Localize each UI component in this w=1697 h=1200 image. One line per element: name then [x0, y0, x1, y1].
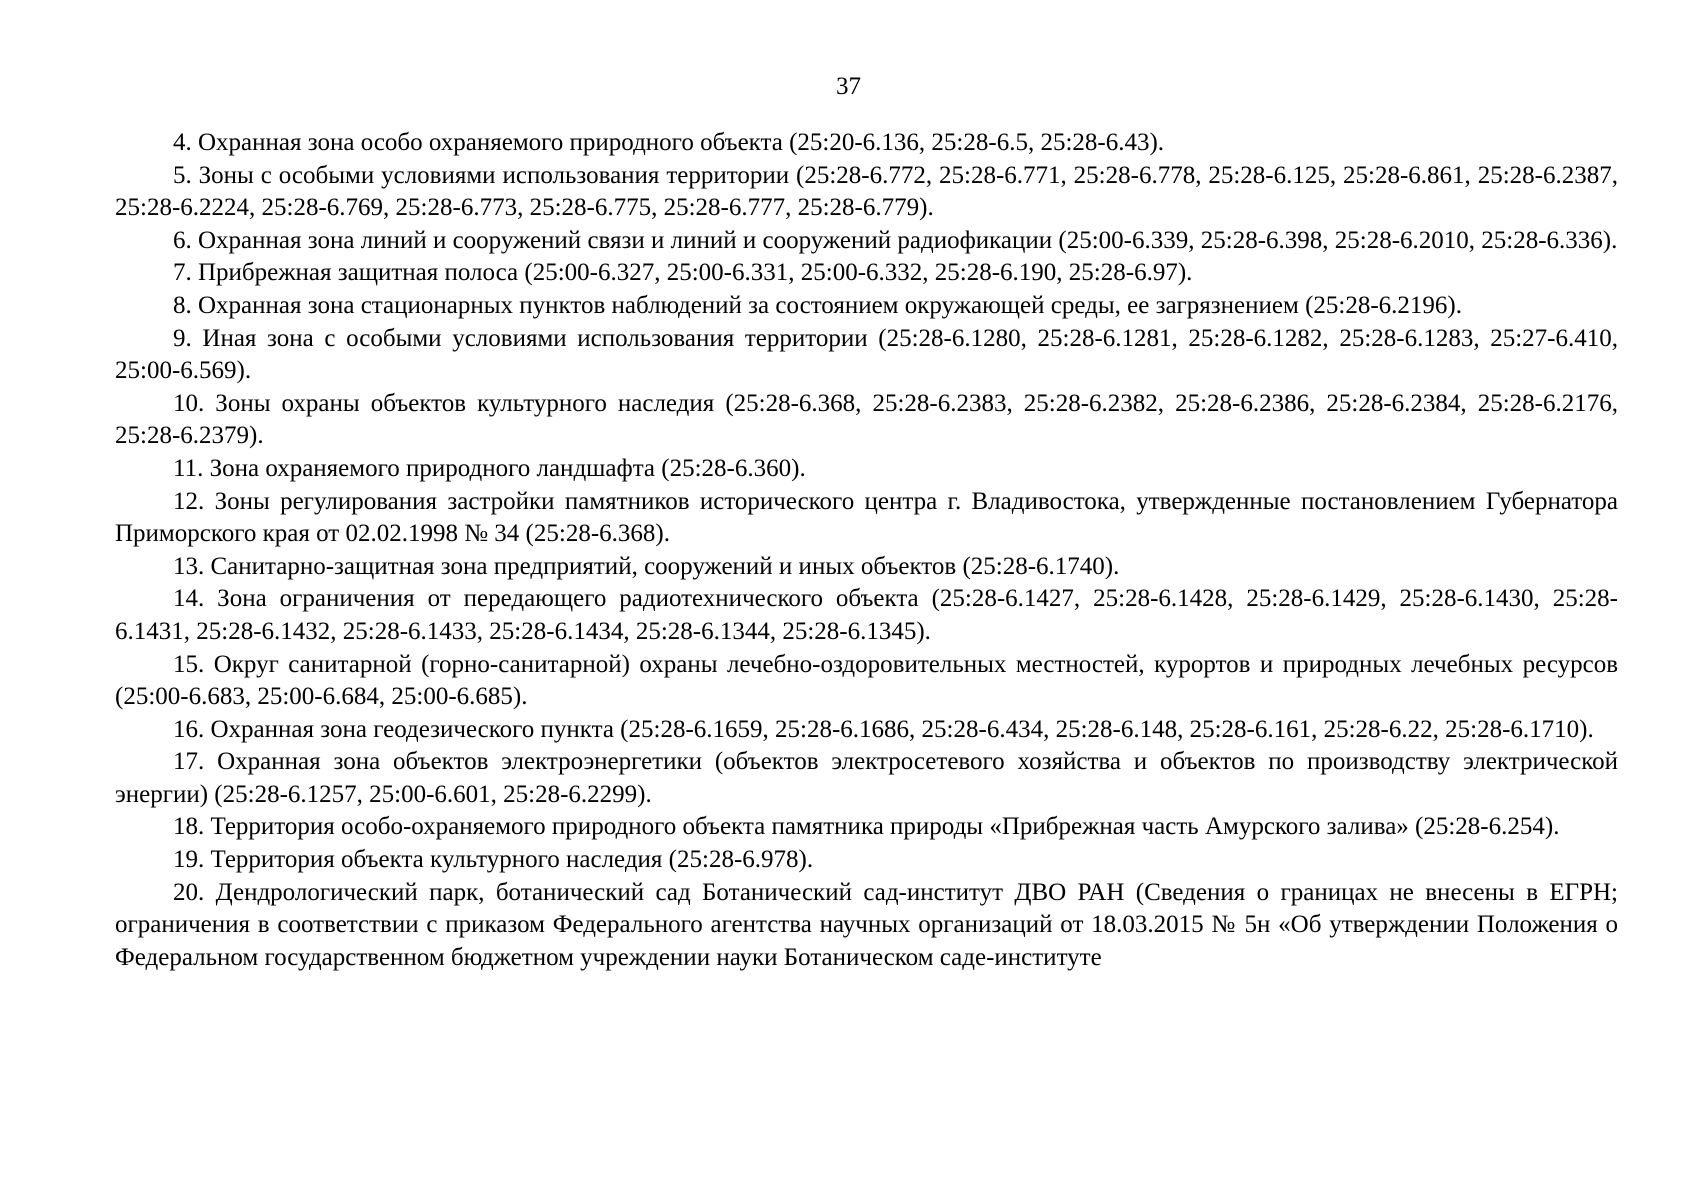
list-item-10: 10. Зоны охраны объектов культурного наследия (25:28-6.368, 25:28-6.2383, 25:28-6.2382, 25:28-6.2386, 25:28-6.2384, 25:28-6.2176, 25:28-6.2379).: [115, 389, 1618, 450]
list-item-17: 17. Охранная зона объектов электроэнергетики (объектов электросетевого хозяйства и объектов по производству электрической энергии) (25:28-6.1257, 25:00-6.601, 25:28-6.2299).: [115, 748, 1618, 808]
list-item-19: 19. Территория объекта культурного наследия (25:28-6.978).: [173, 846, 814, 874]
list-item-7: 7. Прибрежная защитная полоса (25:00-6.327, 25:00-6.331, 25:00-6.332, 25:28-6.190, 25:28-6.97).: [173, 259, 1193, 287]
list-item-18: 18. Территория особо-охраняемого природного объекта памятника природы «Прибрежная часть Амурского залива» (25:28-6.254).: [173, 813, 1560, 841]
list-item-15: 15. Округ санитарной (горно-санитарной) охраны лечебно-оздоровительных местностей, курортов и природных лечебных ресурсов (25:00-6.683, 25:00-6.684, 25:00-6.685).: [115, 650, 1618, 711]
list-item-4: 4. Охранная зона особо охраняемого природного объекта (25:20-6.136, 25:28-6.5, 25:28-6.43).: [173, 129, 1165, 156]
list-item-8: 8. Охранная зона стационарных пунктов наблюдений за состоянием окружающей среды, ее загрязнением (25:28-6.2196).: [173, 291, 1463, 319]
list-item-16: 16. Охранная зона геодезического пункта (25:28-6.1659, 25:28-6.1686, 25:28-6.434, 25:28-6.148, 25:28-6.161, 25:28-6.22, 25:28-6.1710).: [173, 715, 1594, 743]
list-item-14: 14. Зона ограничения от передающего радиотехнического объекта (25:28-6.1427, 25:28-6.1428, 25:28-6.1429, 25:28-6.1430, 25:28-6.1431, 25:28-6.1432, 25:28-6.1433, 25:28-6.1434, 25:28-6.1344, 25:28-6.1345).: [115, 585, 1618, 645]
page-number: 37: [836, 73, 861, 100]
document-body: [115, 127, 1618, 974]
list-item-20: 20. Дендрологический парк, ботанический сад Ботанический сад-институт ДВО РАН (Сведения о границах не внесены в ЕГРН; ограничения в соответствии с приказом Федерального агентства научных организаций от 18.03.2015 № 5н «Об утверждении Положения о Федеральном государственном бюджетном учреждении науки Ботаническом саде-институте: [115, 878, 1618, 971]
list-item-6: 6. Охранная зона линий и сооружений связи и линий и сооружений радиофикации (25:00-6.339, 25:28-6.398, 25:28-6.2010, 25:28-6.336).: [173, 226, 1618, 254]
list-item-11: 11. Зона охраняемого природного ландшафта (25:28-6.360).: [173, 454, 806, 482]
list-item-9: 9. Иная зона с особыми условиями использования территории (25:28-6.1280, 25:28-6.1281, 25:28-6.1282, 25:28-6.1283, 25:27-6.410, 25:00-6.569).: [115, 324, 1618, 385]
list-item-12: 12. Зоны регулирования застройки памятников исторического центра г. Владивостока, утвержденные постановлением Губернатора Приморского края от 02.02.1998 № 34 (25:28-6.368).: [115, 487, 1618, 548]
list-item-5: 5. Зоны с особыми условиями использования территории (25:28-6.772, 25:28-6.771, 25:28-6.778, 25:28-6.125, 25:28-6.861, 25:28-6.2387, 25:28-6.2224, 25:28-6.769, 25:28-6.773, 25:28-6.775, 25:28-6.777, 25:28-6.779).: [115, 161, 1618, 222]
list-item-13: 13. Санитарно-защитная зона предприятий, сооружений и иных объектов (25:28-6.1740).: [173, 552, 1120, 580]
